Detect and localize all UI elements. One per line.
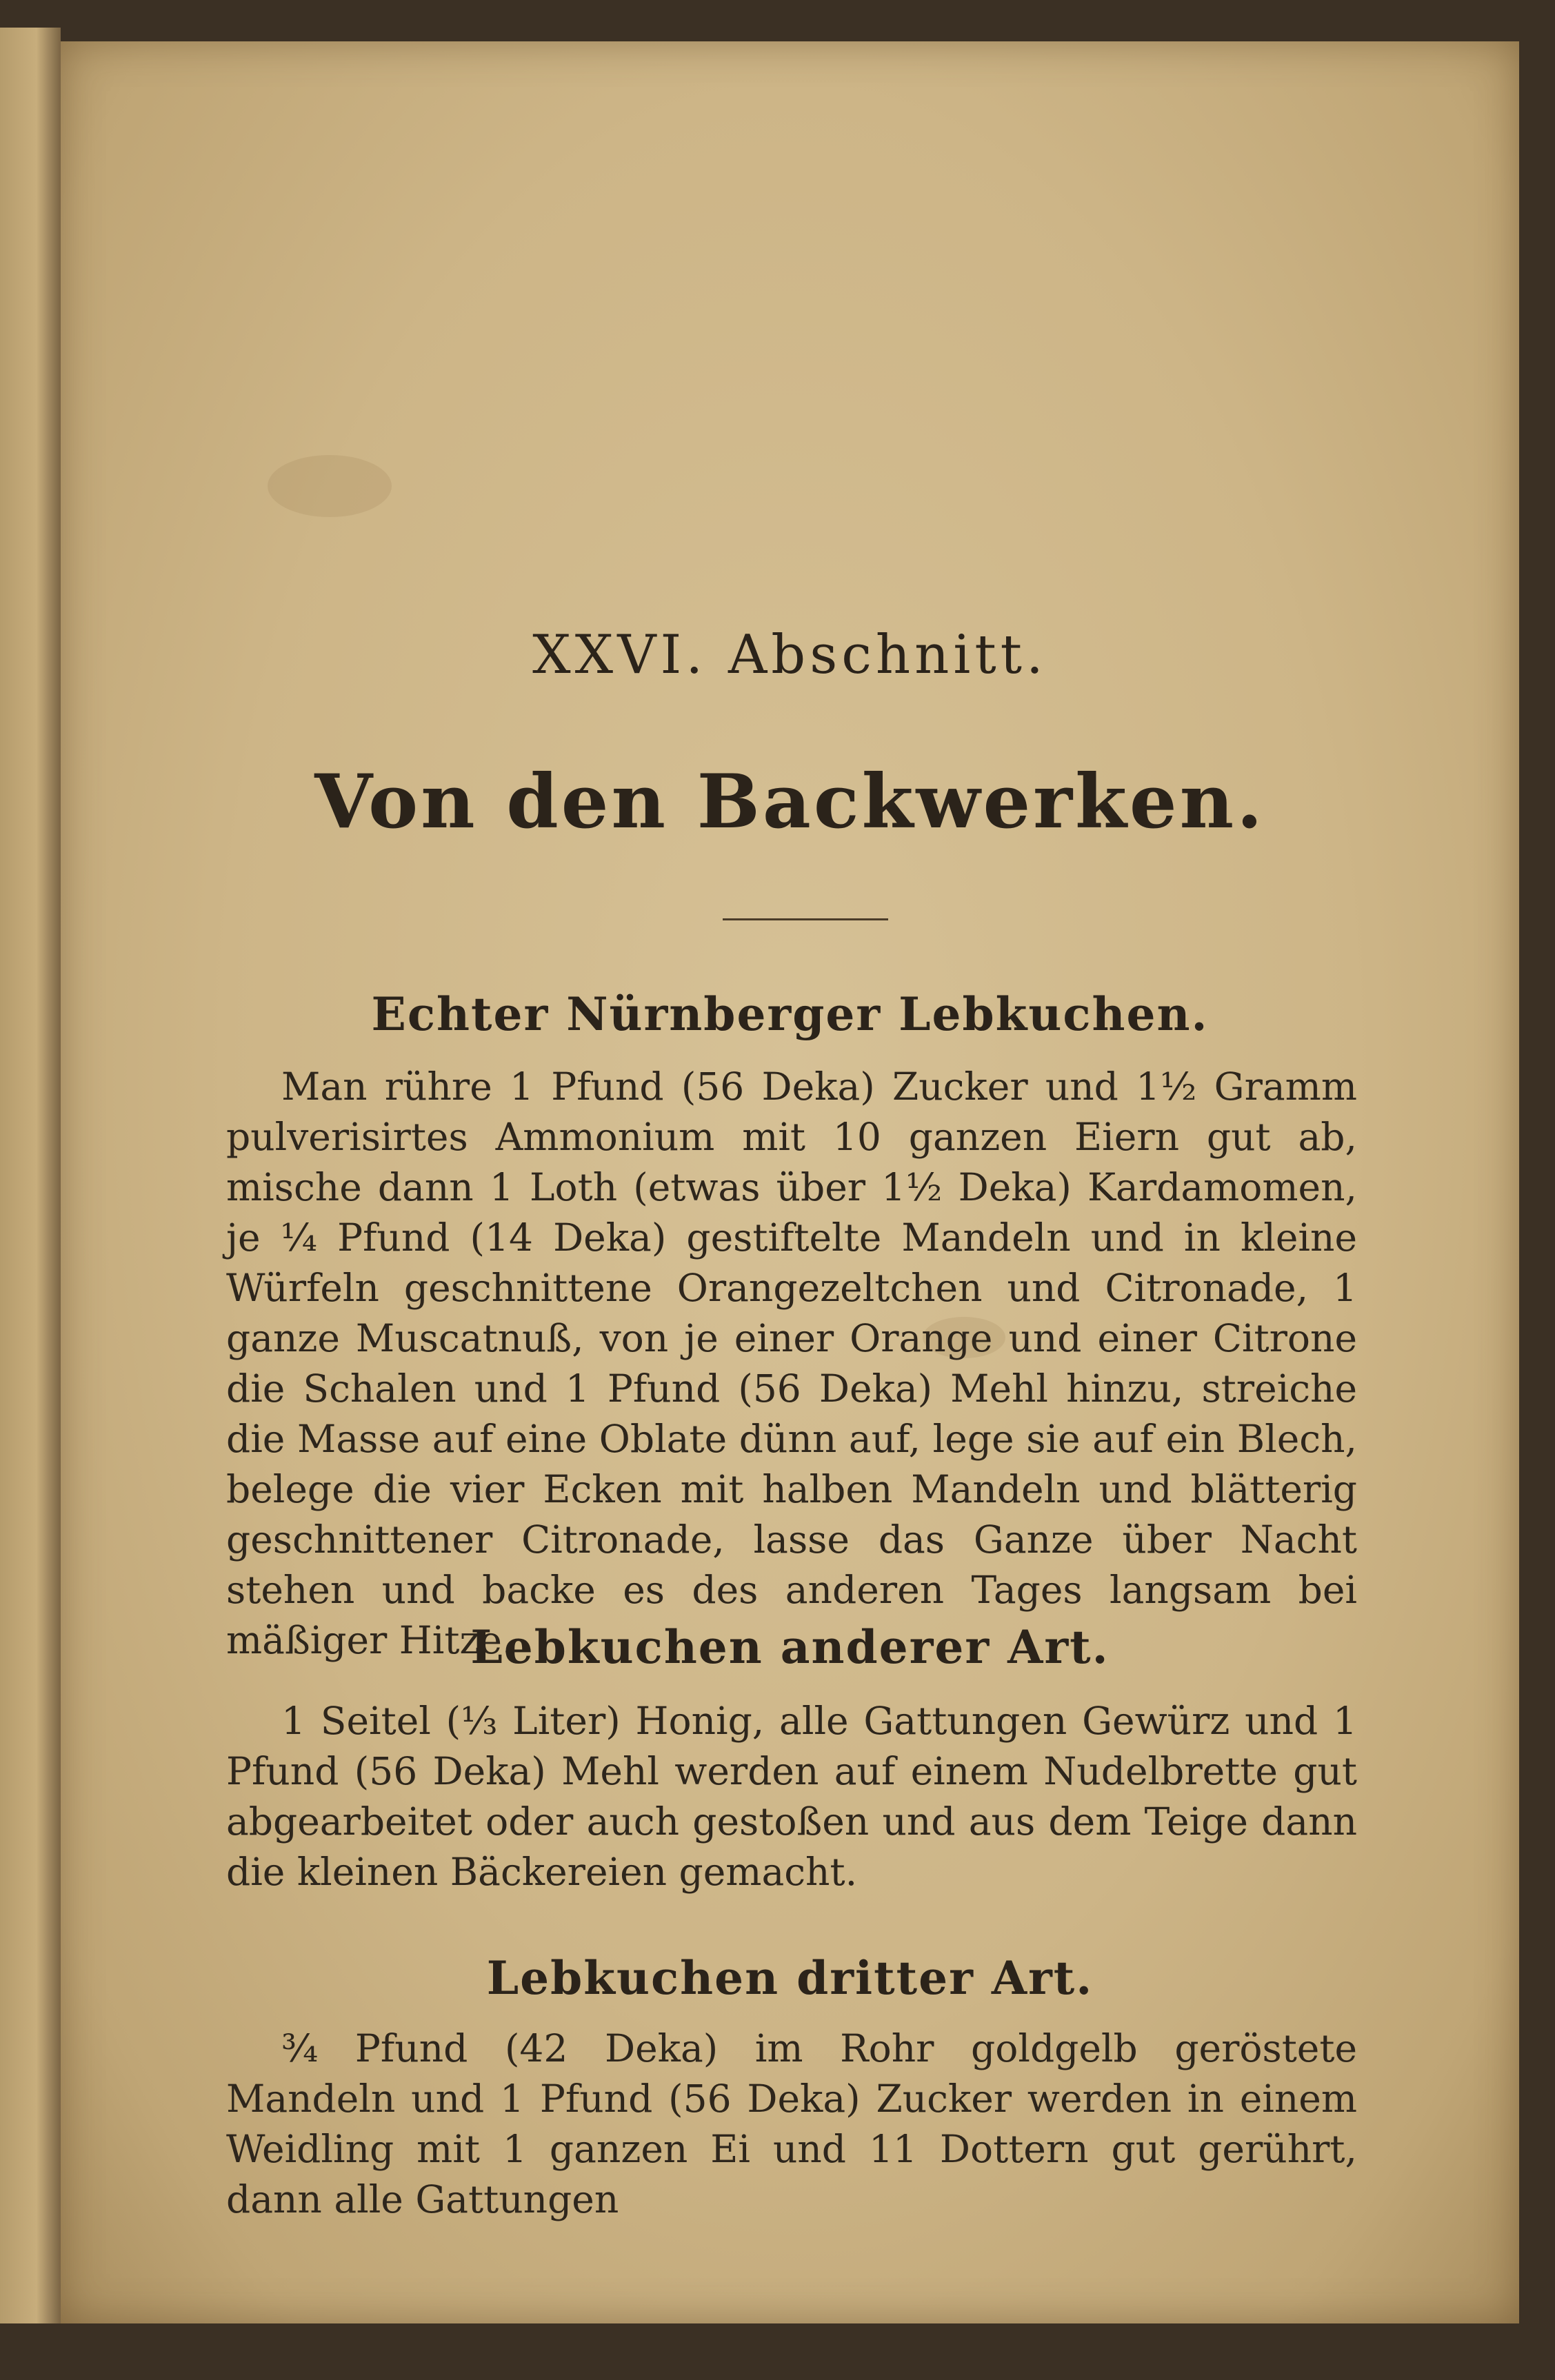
- section-number: XXVI. Abschnitt.: [532, 624, 1047, 686]
- recipe-text: Man rühre 1 Pfund (56 Deka) Zucker und 1½ Gramm pulverisirtes Ammonium mit 10 ganzen Eiern gut ab, mische dann 1 Loth (etwas über 1½ Deka) Kardamomen, je ¼ Pfund (14 Deka) gestiftelte Mandeln und in kleine Würfeln geschnittene Orangezeltchen und Citronade, 1 ganze Muscatnuß, von je einer Orange und einer Citrone die Schalen und 1 Pfund (56 Deka) Mehl hinzu, streiche die Masse auf eine Oblate dünn auf, lege sie auf ein Blech, belege die vier Ecken mit halben Mandeln und blätterig geschnittener Citronade, lasse das Ganze über Nacht stehen und backe es des anderen Tages langsam bei mäßiger Hitze.: [226, 1065, 1357, 1662]
- recipe-heading: Echter Nürnberger Lebkuchen.: [371, 987, 1209, 1041]
- recipe-text: ¾ Pfund (42 Deka) im Rohr goldgelb geröstete Mandeln und 1 Pfund (56 Deka) Zucker werden in einem Weidling mit 1 ganzen Ei und 11 Dottern gut gerührt, dann alle Gattungen: [226, 2026, 1357, 2221]
- previous-page-edge: [0, 28, 61, 2323]
- chapter-title: Von den Backwerken.: [314, 758, 1265, 845]
- recipe-text: 1 Seitel (⅓ Liter) Honig, alle Gattungen Gewürz und 1 Pfund (56 Deka) Mehl werden auf einem Nudelbrette gut abgearbeitet oder auch gestoßen und aus dem Teige dann die kleinen Bäckereien gemacht.: [226, 1699, 1357, 1894]
- paper-stain: [268, 455, 392, 517]
- recipe-heading: Lebkuchen anderer Art.: [470, 1620, 1110, 1674]
- book-page: [61, 41, 1519, 2323]
- title-divider-rule: [723, 918, 888, 920]
- recipe-heading: Lebkuchen dritter Art.: [486, 1951, 1094, 2005]
